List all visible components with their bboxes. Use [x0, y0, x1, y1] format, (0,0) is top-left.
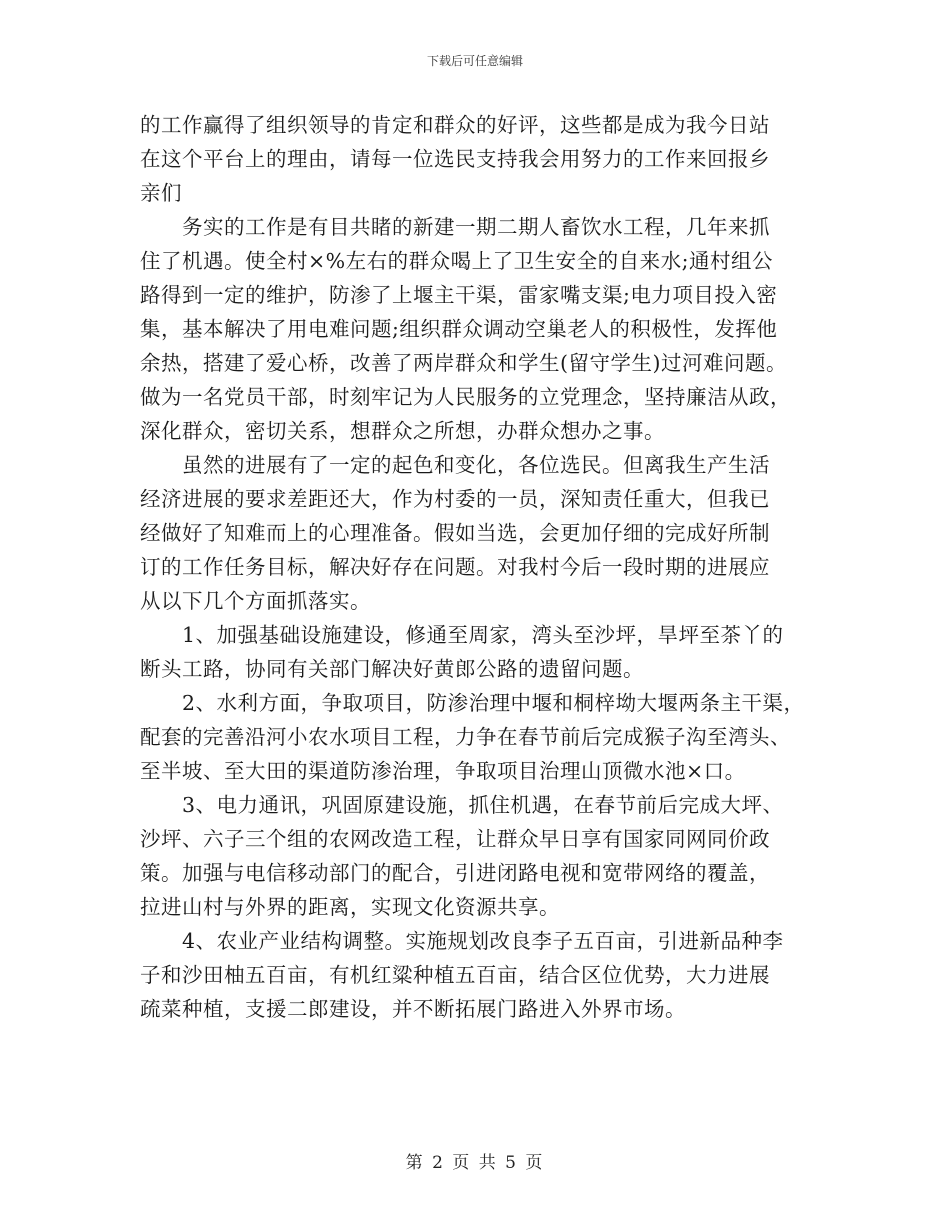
text-line: 断头工路，协同有关部门解决好黄郎公路的遗留问题。: [140, 657, 644, 681]
text-line: 余热，搭建了爱心桥，改善了两岸群众和学生(留守学生)过河难问题。: [140, 351, 787, 375]
text-line: 亲们: [140, 181, 182, 205]
text-line: 的工作赢得了组织领导的肯定和群众的好评，这些都是成为我今日站: [140, 113, 770, 137]
page-header: 下载后可任意编辑: [426, 54, 523, 68]
text-line: 1、加强基础设施建设，修通至周家，湾头至沙坪，旱坪至茶丫的: [182, 623, 784, 647]
text-line: 订的工作任务目标，解决好存在问题。对我村今后一段时期的进展应: [140, 555, 770, 579]
text-line: 策。加强与电信移动部门的配合，引进闭路电视和宽带网络的覆盖，: [140, 861, 770, 885]
text-line: 至半坡、至大田的渠道防渗治理，争取项目治理山顶微水池×口。: [140, 759, 746, 783]
text-line: 疏菜种植，支援二郎建设，并不断拓展门路进入外界市场。: [140, 997, 686, 1021]
text-line: 在这个平台上的理由，请每一位选民支持我会用努力的工作来回报乡: [140, 147, 770, 171]
text-line: 做为一名党员干部，时刻牢记为人民服务的立党理念，坚持廉洁从政，: [140, 385, 791, 409]
text-line: 沙坪、六子三个组的农网改造工程，让群众早日享有国家同网同价政: [140, 827, 770, 851]
text-line: 路得到一定的维护，防渗了上堰主干渠，雷家嘴支渠;电力项目投入密: [140, 283, 778, 307]
text-line: 2、水利方面，争取项目，防渗治理中堰和桐梓坳大堰两条主干渠，: [182, 691, 805, 715]
text-line: 从以下几个方面抓落实。: [140, 589, 371, 613]
text-line: 深化群众，密切关系，想群众之所想，办群众想办之事。: [140, 419, 665, 443]
text-line: 经济进展的要求差距还大，作为村委的一员，深知责任重大，但我已: [140, 487, 770, 511]
text-line: 经做好了知难而上的心理准备。假如当选，会更加仔细的完成好所制: [140, 521, 770, 545]
text-line: 住了机遇。使全村×%左右的群众喝上了卫生安全的自来水;通村组公: [140, 249, 774, 273]
text-line: 配套的完善沿河小农水项目工程，力争在春节前后完成猴子沟至湾头、: [140, 725, 791, 749]
text-line: 拉进山村与外界的距离，实现文化资源共享。: [140, 895, 560, 919]
text-line: 4、农业产业结构调整。实施规划改良李子五百亩，引进新品种李: [182, 929, 784, 953]
text-line: 3、电力通讯，巩固原建设施，抓住机遇，在春节前后完成大坪、: [182, 793, 784, 817]
text-line: 务实的工作是有目共睹的新建一期二期人畜饮水工程，几年来抓: [182, 215, 770, 239]
document-body: [140, 108, 820, 1026]
text-line: 虽然的进展有了一定的起色和变化，各位选民。但离我生产生活: [182, 453, 770, 477]
page-footer: 第 2 页 共 5 页: [405, 1153, 545, 1173]
text-line: 子和沙田柚五百亩，有机红粱种植五百亩，结合区位优势，大力进展: [140, 963, 770, 987]
text-line: 集，基本解决了用电难问题;组织群众调动空巢老人的积极性，发挥他: [140, 317, 778, 341]
